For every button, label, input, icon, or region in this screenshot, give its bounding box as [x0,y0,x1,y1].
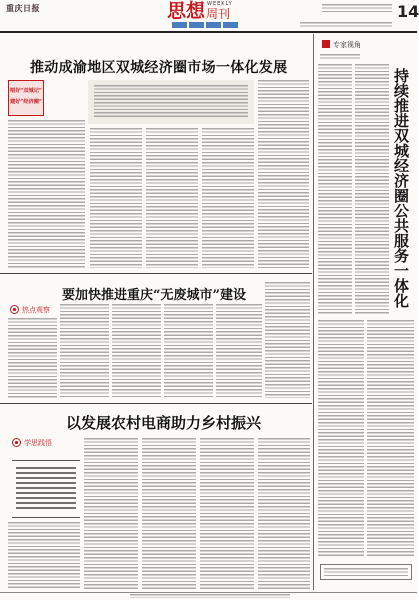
text-column [8,318,57,398]
author-line [320,54,360,59]
masthead-weekly: WEEKLY [207,1,233,7]
text-column [355,64,389,314]
text-column [142,438,196,590]
text-column [258,80,309,268]
middle-article [0,274,312,402]
masthead-rule [0,31,417,33]
footer-rule [0,592,417,593]
text-column [202,128,254,268]
text-column [265,282,310,398]
text-column [112,304,161,398]
masthead-tab [172,22,187,28]
hot-topic-icon [10,305,19,314]
middle-section-label: 热点观察 [22,306,50,314]
text-column [216,304,262,398]
text-column [84,438,138,590]
bottom-article-headline: 以发展农村电商助力乡村振兴 [66,414,262,432]
newspaper-logo: 重庆日报 [6,3,40,13]
footer-text [130,594,290,598]
text-column [146,128,198,268]
text-column [318,320,364,556]
author-affiliation-text [324,568,408,576]
study-practice-icon [12,438,21,447]
bottom-section-label: 学思践悟 [24,439,52,447]
text-column [8,120,85,268]
topic-badge-line1: 唱好“双城记” [10,88,42,94]
pull-quote-box [12,460,80,518]
text-column [60,304,109,398]
text-column [8,522,80,590]
pull-quote-text [16,467,76,511]
middle-article-headline: 要加快推进重庆“无废城市”建设 [62,288,246,303]
masthead-date-line [322,4,392,12]
text-column [367,320,414,556]
page-number: 14 [397,2,419,21]
masthead-title-a: 思想 [167,0,206,22]
masthead-tab [189,22,204,28]
right-article [314,34,417,592]
editor-note-text [94,85,248,119]
text-column [318,64,352,314]
masthead-title-b: 周刊 [206,7,231,21]
bottom-article [0,404,312,592]
topic-badge [8,80,44,116]
top-article [0,34,312,272]
text-column [164,304,213,398]
right-article-headline: 持续推进双城经济圈公共服务一体化 [392,68,410,308]
masthead-tab [206,22,221,28]
topic-badge-line2: 建好“经济圈” [10,99,42,105]
text-column [200,438,254,590]
text-column [258,438,310,590]
editor-note-box [88,80,254,124]
top-article-headline: 推动成渝地区双城经济圈市场一体化发展 [30,60,288,76]
right-section-label: 专家视角 [333,41,361,49]
text-column [90,128,142,268]
masthead-editor-line [300,22,392,28]
masthead [0,0,417,31]
masthead-tab [223,22,238,28]
author-affiliation-box [320,564,412,580]
expert-view-icon [322,40,330,48]
